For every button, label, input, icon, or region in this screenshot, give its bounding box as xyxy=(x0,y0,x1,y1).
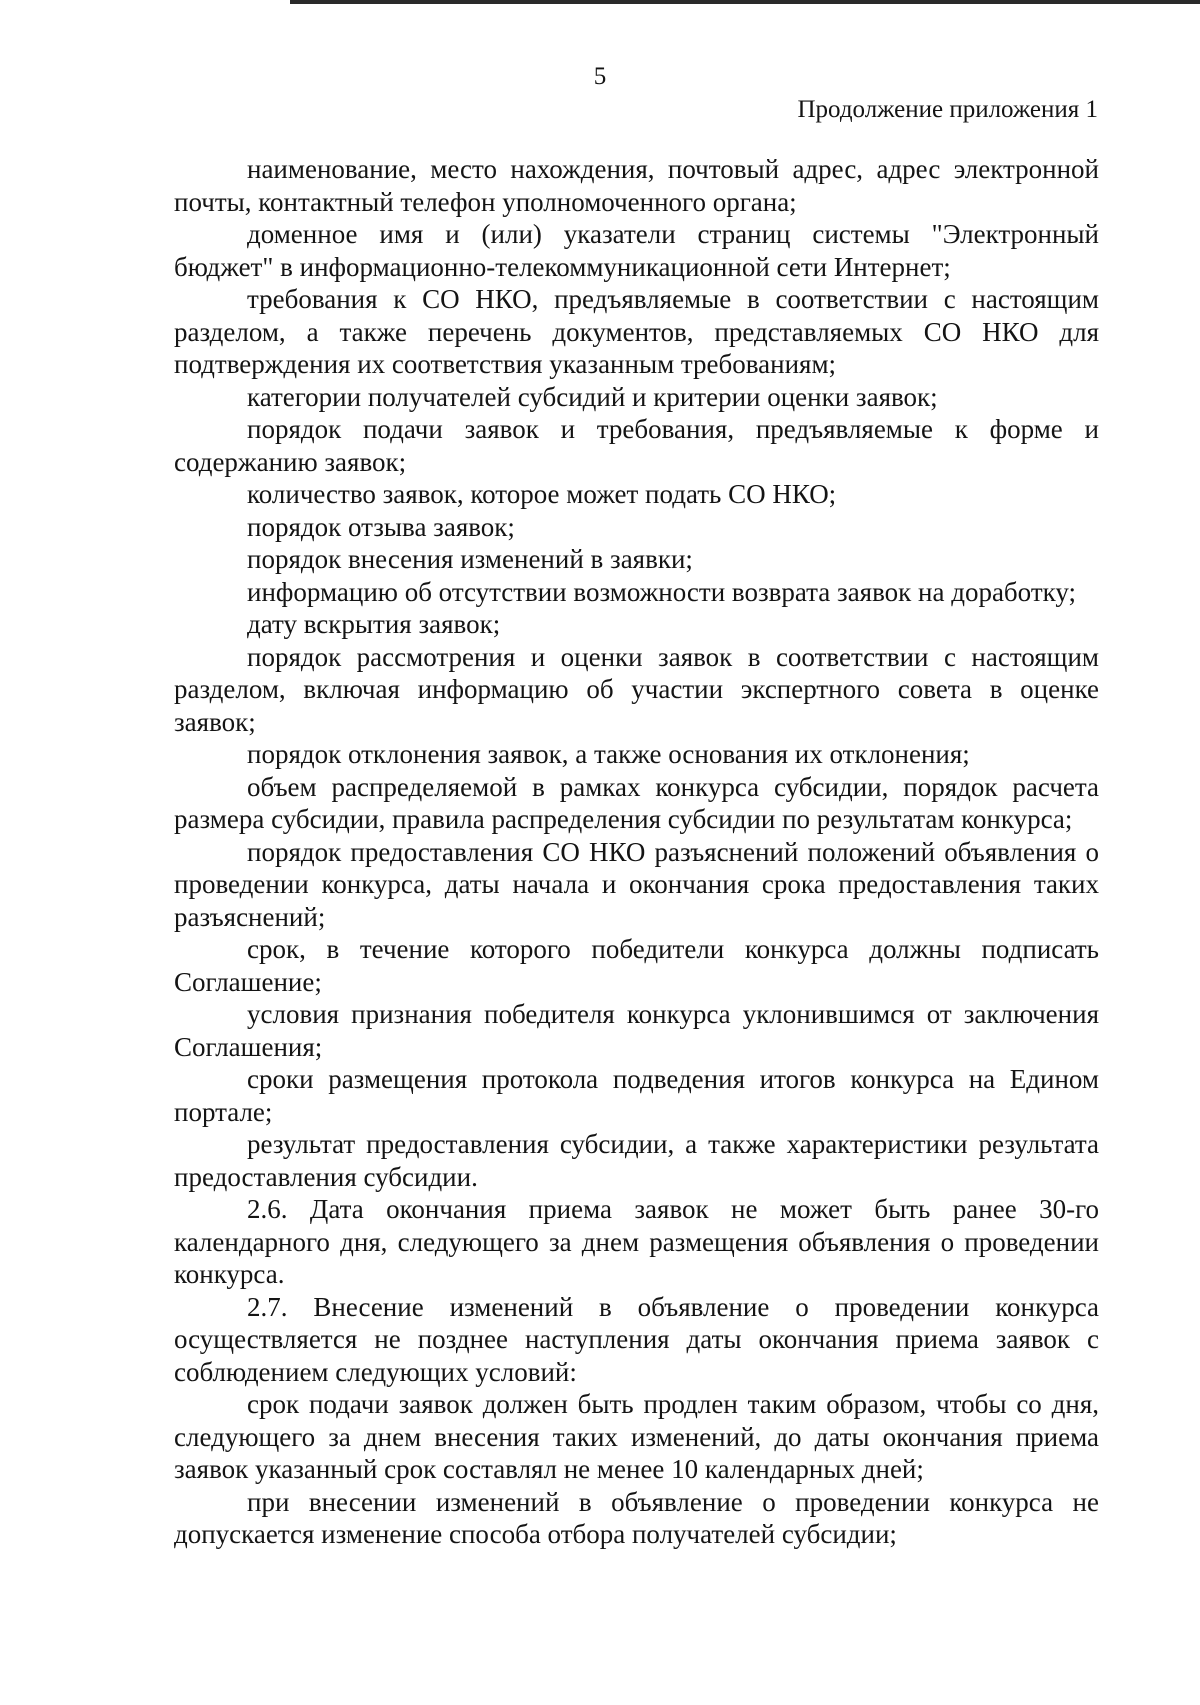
paragraph: доменное имя и (или) указатели страниц системы "Электронный бюджет" в информационно-телекоммуникационной сети Интернет; xyxy=(174,219,1099,282)
paragraph: количество заявок, которое может подать СО НКО; xyxy=(247,479,837,509)
paragraph: порядок предоставления СО НКО разъяснений положений объявления о проведении конкурса, даты начала и окончания срока предоставления таких разъяснений; xyxy=(174,836,1099,932)
paragraph: срок, в течение которого победители конкурса должны подписать Соглашение; xyxy=(174,934,1099,997)
paragraph: категории получателей субсидий и критерии оценки заявок; xyxy=(247,381,938,412)
paragraph: объем распределяемой в рамках конкурса субсидии, порядок расчета размера субсидии, правила распределения субсидии по результатам конкурса; xyxy=(174,771,1099,834)
paragraph: наименование, место нахождения, почтовый адрес, адрес электронной почты, контактный телефон уполномоченного органа; xyxy=(174,154,1099,217)
paragraph: при внесении изменений в объявление о проведении конкурса не допускается изменение способа отбора получателей субсидии; xyxy=(174,1486,1099,1549)
paragraph: сроки размещения протокола подведения итогов конкурса на Едином портале; xyxy=(174,1064,1099,1127)
paragraph: порядок рассмотрения и оценки заявок в соответствии с настоящим разделом, включая информацию об участии экспертного совета в оценке заявок; xyxy=(174,641,1099,737)
page-number: 5 xyxy=(593,63,607,90)
paragraph-section-2-7: 2.7. Внесение изменений в объявление о проведении конкурса осуществляется не позднее наступления даты окончания приема заявок с соблюдением следующих условий: xyxy=(174,1291,1099,1387)
paragraph-section-2-6: 2.6. Дата окончания приема заявок не может быть ранее 30-го календарного дня, следующего за днем размещения объявления о проведении конкурса. xyxy=(174,1194,1099,1289)
paragraph: информацию об отсутствии возможности возврата заявок на доработку; xyxy=(247,576,1076,607)
paragraph: порядок подачи заявок и требования, предъявляемые к форме и содержанию заявок; xyxy=(174,414,1099,477)
paragraph: дату вскрытия заявок; xyxy=(247,609,501,639)
paragraph: условия признания победителя конкурса уклонившимся от заключения Соглашения; xyxy=(174,999,1099,1062)
top-border-line xyxy=(290,0,1200,4)
document-body xyxy=(174,153,1099,1551)
paragraph: порядок внесения изменений в заявки; xyxy=(247,544,693,574)
running-header: Продолжение приложения 1 xyxy=(797,96,1098,123)
paragraph: срок подачи заявок должен быть продлен таким образом, чтобы со дня, следующего за днем внесения таких изменений, до даты окончания приема заявок указанный срок составлял не менее 10 календарных дней; xyxy=(174,1389,1099,1484)
paragraph: результат предоставления субсидии, а также характеристики результата предоставления субсидии. xyxy=(174,1129,1099,1192)
paragraph: порядок отзыва заявок; xyxy=(247,511,515,542)
paragraph: требования к СО НКО, предъявляемые в соответствии с настоящим разделом, а также перечень документов, представляемых СО НКО для подтверждения их соответствия указанным требованиям; xyxy=(174,284,1099,379)
paragraph: порядок отклонения заявок, а также основания их отклонения; xyxy=(247,739,970,769)
